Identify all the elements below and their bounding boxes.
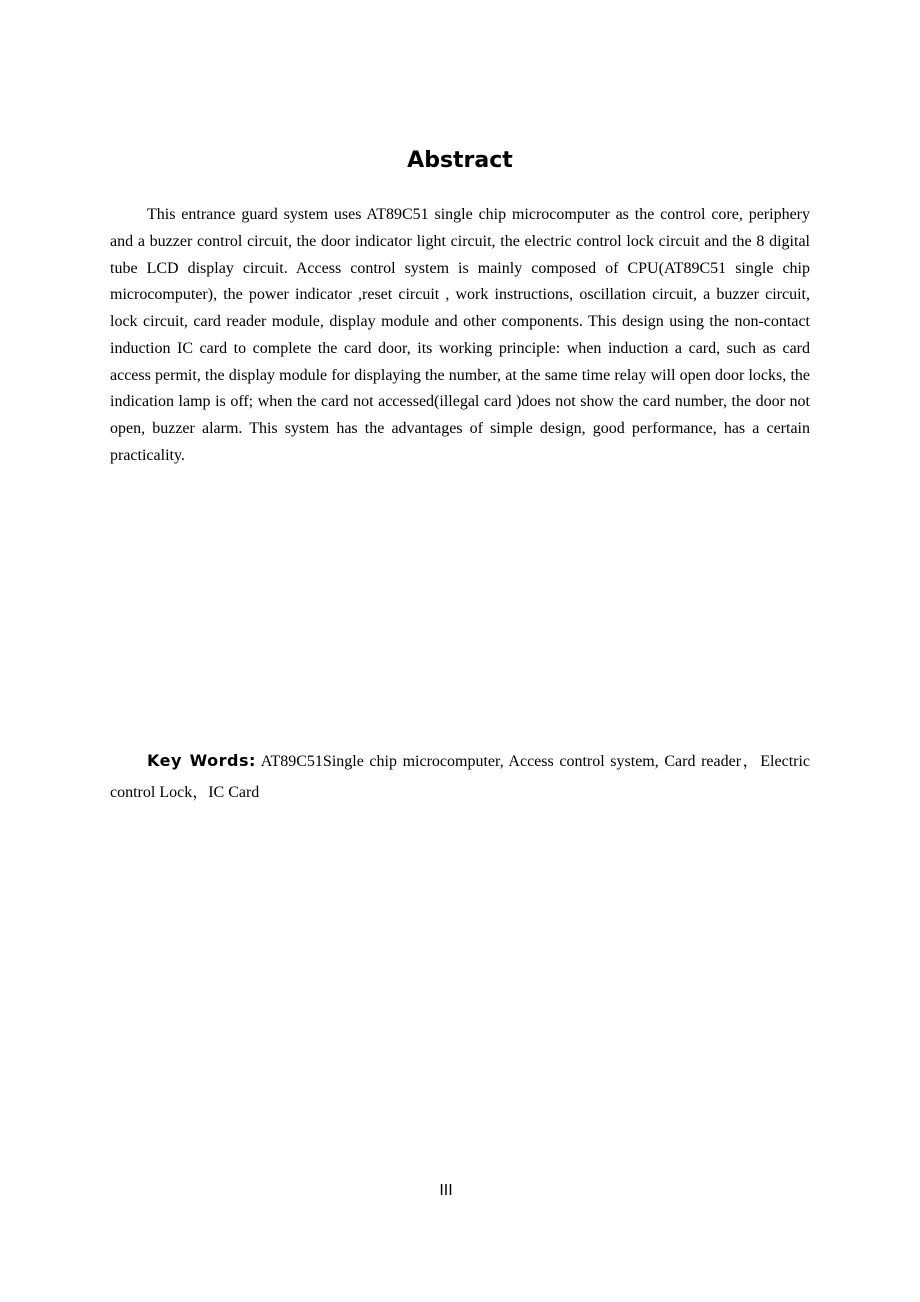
abstract-title: Abstract <box>407 148 513 173</box>
keywords-text: AT89C51Single chip microcomputer, Access control system, Card reader，Electric control Lock，IC Card <box>110 753 811 801</box>
abstract-paragraph: This entrance guard system uses AT89C51 single chip microcomputer as the control core, periphery and a buzzer control circuit, the door indicator light circuit, the electric control lock circuit and the 8 digital tube LCD display circuit. Access control system is mainly composed of CPU(AT89C51 single chip microcomputer), the power indicator ,reset circuit , work instructions, oscillation circuit, a buzzer circuit, lock circuit, card reader module, display module and other components. This design using the non-contact induction IC card to complete the card door, its working principle: when induction a card, such as card access permit, the display module for displaying the number, at the same time relay will open door locks, the indication lamp is off; when the card not accessed(illegal card )does not show the card number, the door not open, buzzer alarm. This system has the advantages of simple design, good performance, has a certain practicality. <box>110 206 810 464</box>
page-number: III <box>439 1181 453 1199</box>
keywords-paragraph <box>110 745 810 808</box>
keywords-label: Key Words: <box>147 751 256 770</box>
